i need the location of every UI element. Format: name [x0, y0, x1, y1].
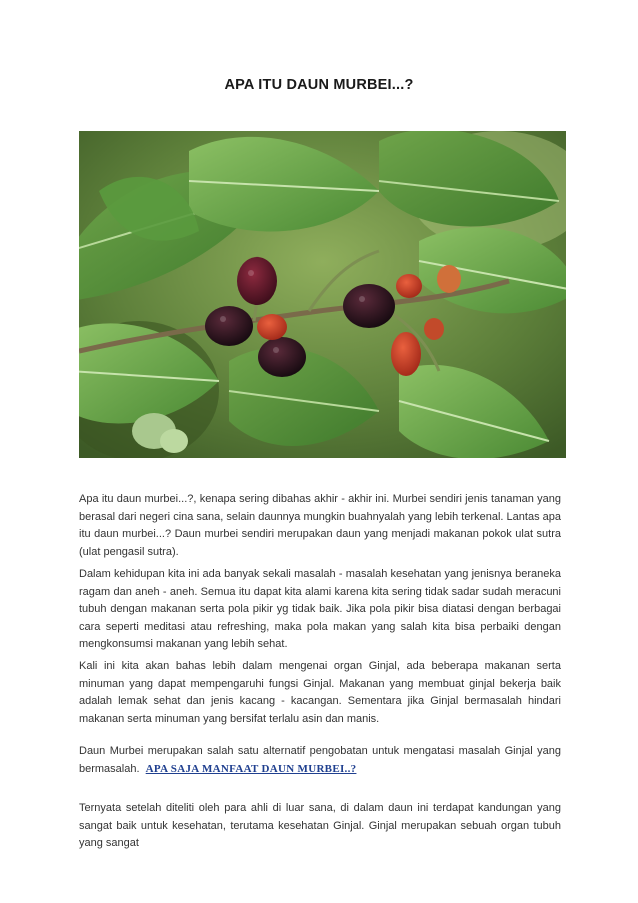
paragraph-kidney: Kali ini kita akan bahas lebih dalam mengenai organ Ginjal, ada beberapa makanan serta minuman yang dapat mempengaruhi fungsi Ginjal. Makanan yang membuat ginjal bekerja baik adalah lemak sehat dan jenis kacang - kacangan. Sementara jika Ginjal bermasalah hindari makanan serta minuman yang bersifat terlalu asin dan manis. — [79, 660, 561, 725]
paragraph-alternative — [79, 743, 561, 778]
benefits-link[interactable]: APA SAJA MANFAAT DAUN MURBEI..? — [145, 762, 357, 775]
paragraph-research: Ternyata setelah diteliti oleh para ahli di luar sana, di dalam daun ini terdapat kandungan yang sangat baik untuk kesehatan, terutama kesehatan Ginjal. Ginjal merupakan sebuah organ tubuh yang sangat — [79, 802, 561, 850]
page-title: APA ITU DAUN MURBEI...? — [224, 77, 414, 93]
paragraph-health-problems: Dalam kehidupan kita ini ada banyak sekali masalah - masalah kesehatan yang jenisnya beraneka ragam dan aneh - aneh. Semua itu dapat kita alami karena kita sering tidak sadar sudah meracuni tubuh dengan makanan serta pola pikir yg tidak baik. Jika pola pikir bisa diatasi dengan berbagai cara seperti meditasi atau refreshing, maka pola makan yang salah kita bisa perbaiki dengan mengkonsumsi makanan yang lebih sehat. — [79, 568, 561, 651]
paragraph-alternative-text: Daun Murbei merupakan salah satu alternatif pengobatan untuk mengatasi masalah Ginjal yang bermasalah. — [79, 745, 561, 775]
mulberry-photo — [79, 131, 566, 458]
paragraph-intro: Apa itu daun murbei...?, kenapa sering dibahas akhir - akhir ini. Murbei sendiri jenis tanaman yang berasal dari negeri cina sana, selain daunnya mungkin buahnyalah yang lebih terkenal. Lantas apa itu daun murbei...? Daun murbei sendiri merupakan daun yang menjadi makanan pokok ulat sutra (ulat pengasil sutra). — [79, 493, 561, 558]
